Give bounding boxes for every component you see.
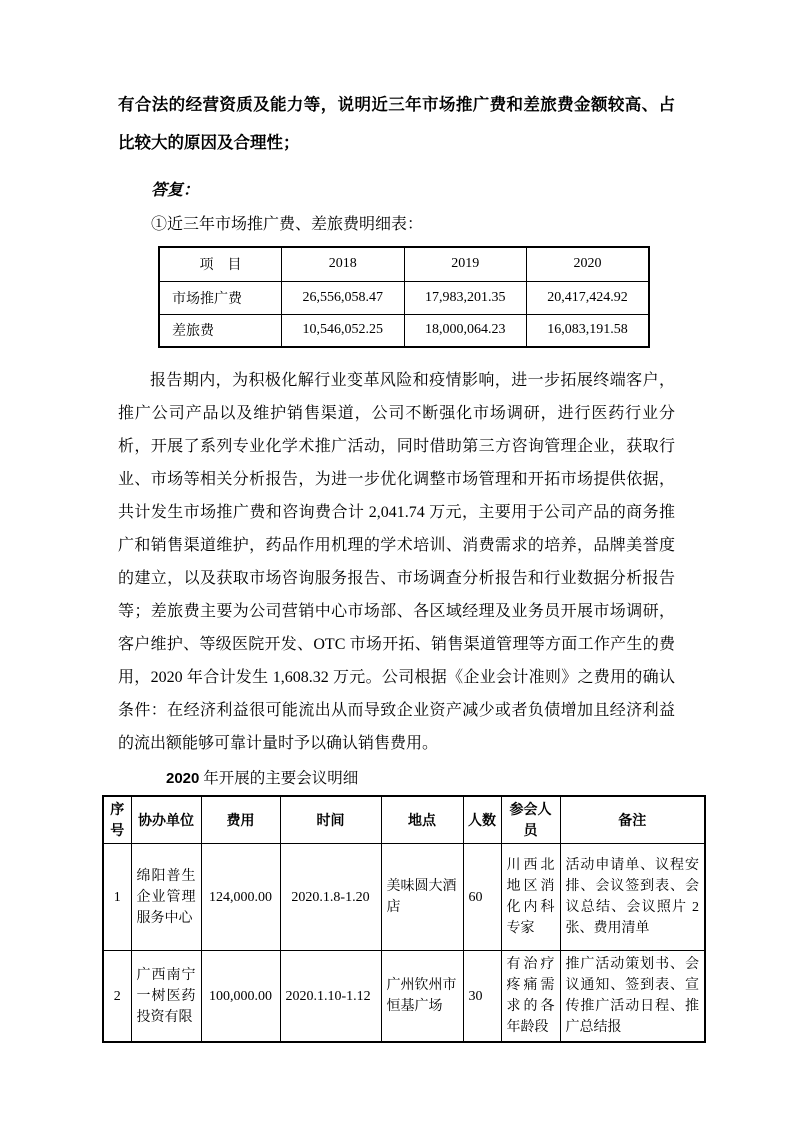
meeting-table [102,795,706,1043]
expense-header-row [159,247,649,281]
expense-cell: 16,083,191.58 [527,314,650,347]
meeting-heading-year: 2020 [166,770,200,787]
meeting-cell: 川西北地区消化内科专家 [501,844,560,951]
meeting-cell: 广州钦州市恒基广场 [381,951,463,1043]
meeting-cell: 2020.1.10-1.12 [280,951,381,1043]
expense-cell: 20,417,424.92 [527,281,650,314]
expense-table-caption: ①近三年市场推广费、差旅费明细表： [151,216,424,233]
meeting-cell: 美味圆大酒店 [381,844,463,951]
meeting-header-time: 时间 [280,796,381,844]
table-row [159,314,649,347]
expense-header-2019: 2019 [404,247,527,281]
meeting-header-count: 人数 [463,796,501,844]
meeting-cell: 60 [463,844,501,951]
meeting-cell: 1 [103,844,131,951]
expense-cell: 市场推广费 [159,281,282,314]
meeting-header-cost: 费用 [201,796,280,844]
expense-cell: 差旅费 [159,314,282,347]
meeting-cell: 30 [463,951,501,1043]
meeting-heading-text: 年开展的主要会议明细 [199,770,359,787]
meeting-detail-heading [118,762,675,795]
expense-header-2018: 2018 [282,247,405,281]
reply-label: 答复： [151,182,200,199]
meeting-header-seq: 序号 [103,796,131,844]
meeting-cell: 推广活动策划书、会议通知、签到表、宣传推广活动日程、推广总结报 [560,951,705,1043]
table-row [159,281,649,314]
expense-cell: 17,983,201.35 [404,281,527,314]
meeting-cell: 有治疗疼痛需求的各年龄段 [501,951,560,1043]
expense-cell: 26,556,058.47 [282,281,405,314]
meeting-cell: 活动申请单、议程安排、会议签到表、会议总结、会议照片 2 张、费用清单 [560,844,705,951]
question-heading: 有合法的经营资质及能力等，说明近三年市场推广费和差旅费金额较高、占比较大的原因及合理性； [118,96,675,152]
table-row [103,844,705,951]
meeting-header-notes: 备注 [560,796,705,844]
meeting-cell: 100,000.00 [201,951,280,1043]
meeting-cell: 124,000.00 [201,844,280,951]
meeting-cell: 绵阳普生企业管理服务中心 [131,844,201,951]
table-row [103,951,705,1043]
expense-cell: 10,546,052.25 [282,314,405,347]
meeting-header-attendees: 参会人员 [501,796,560,844]
analysis-paragraph: 报告期内，为积极化解行业变革风险和疫情影响，进一步拓展终端客户，推广公司产品以及维护销售渠道，公司不断强化市场调研，进行医药行业分析，开展了系列专业化学术推广活动，同时借助第三方咨询管理企业，获取行业、市场等相关分析报告，为进一步优化调整市场管理和开拓市场提供依据，共计发生市场推广费和咨询费合计 2,041.74 万元，主要用于公司产品的商务推广和销售渠道维护，药品作用机理的学术培训、消费需求的培养，品牌美誉度的建立，以及获取市场咨询服务报告、市场调查分析报告和行业数据分析报告等；差旅费主要为公司营销中心市场部、各区域经理及业务员开展市场调研，客户维护、等级医院开发、OTC 市场开拓、销售渠道管理等方面工作产生的费用，2020 年合计发生 1,608.32 万元。公司根据《企业会计准则》之费用的确认条件：在经济利益很可能流出从而导致企业资产减少或者负债增加且经济利益的流出额能够可靠计量时予以确认销售费用。 [118,372,675,752]
meeting-header-organizer: 协办单位 [131,796,201,844]
expense-header-2020: 2020 [527,247,650,281]
expense-table [158,246,650,348]
meeting-header-row [103,796,705,844]
meeting-cell: 2020.1.8-1.20 [280,844,381,951]
meeting-cell: 2 [103,951,131,1043]
meeting-cell: 广西南宁一树医药投资有限 [131,951,201,1043]
expense-cell: 18,000,064.23 [404,314,527,347]
expense-header-item: 项 目 [159,247,282,281]
meeting-header-location: 地点 [381,796,463,844]
